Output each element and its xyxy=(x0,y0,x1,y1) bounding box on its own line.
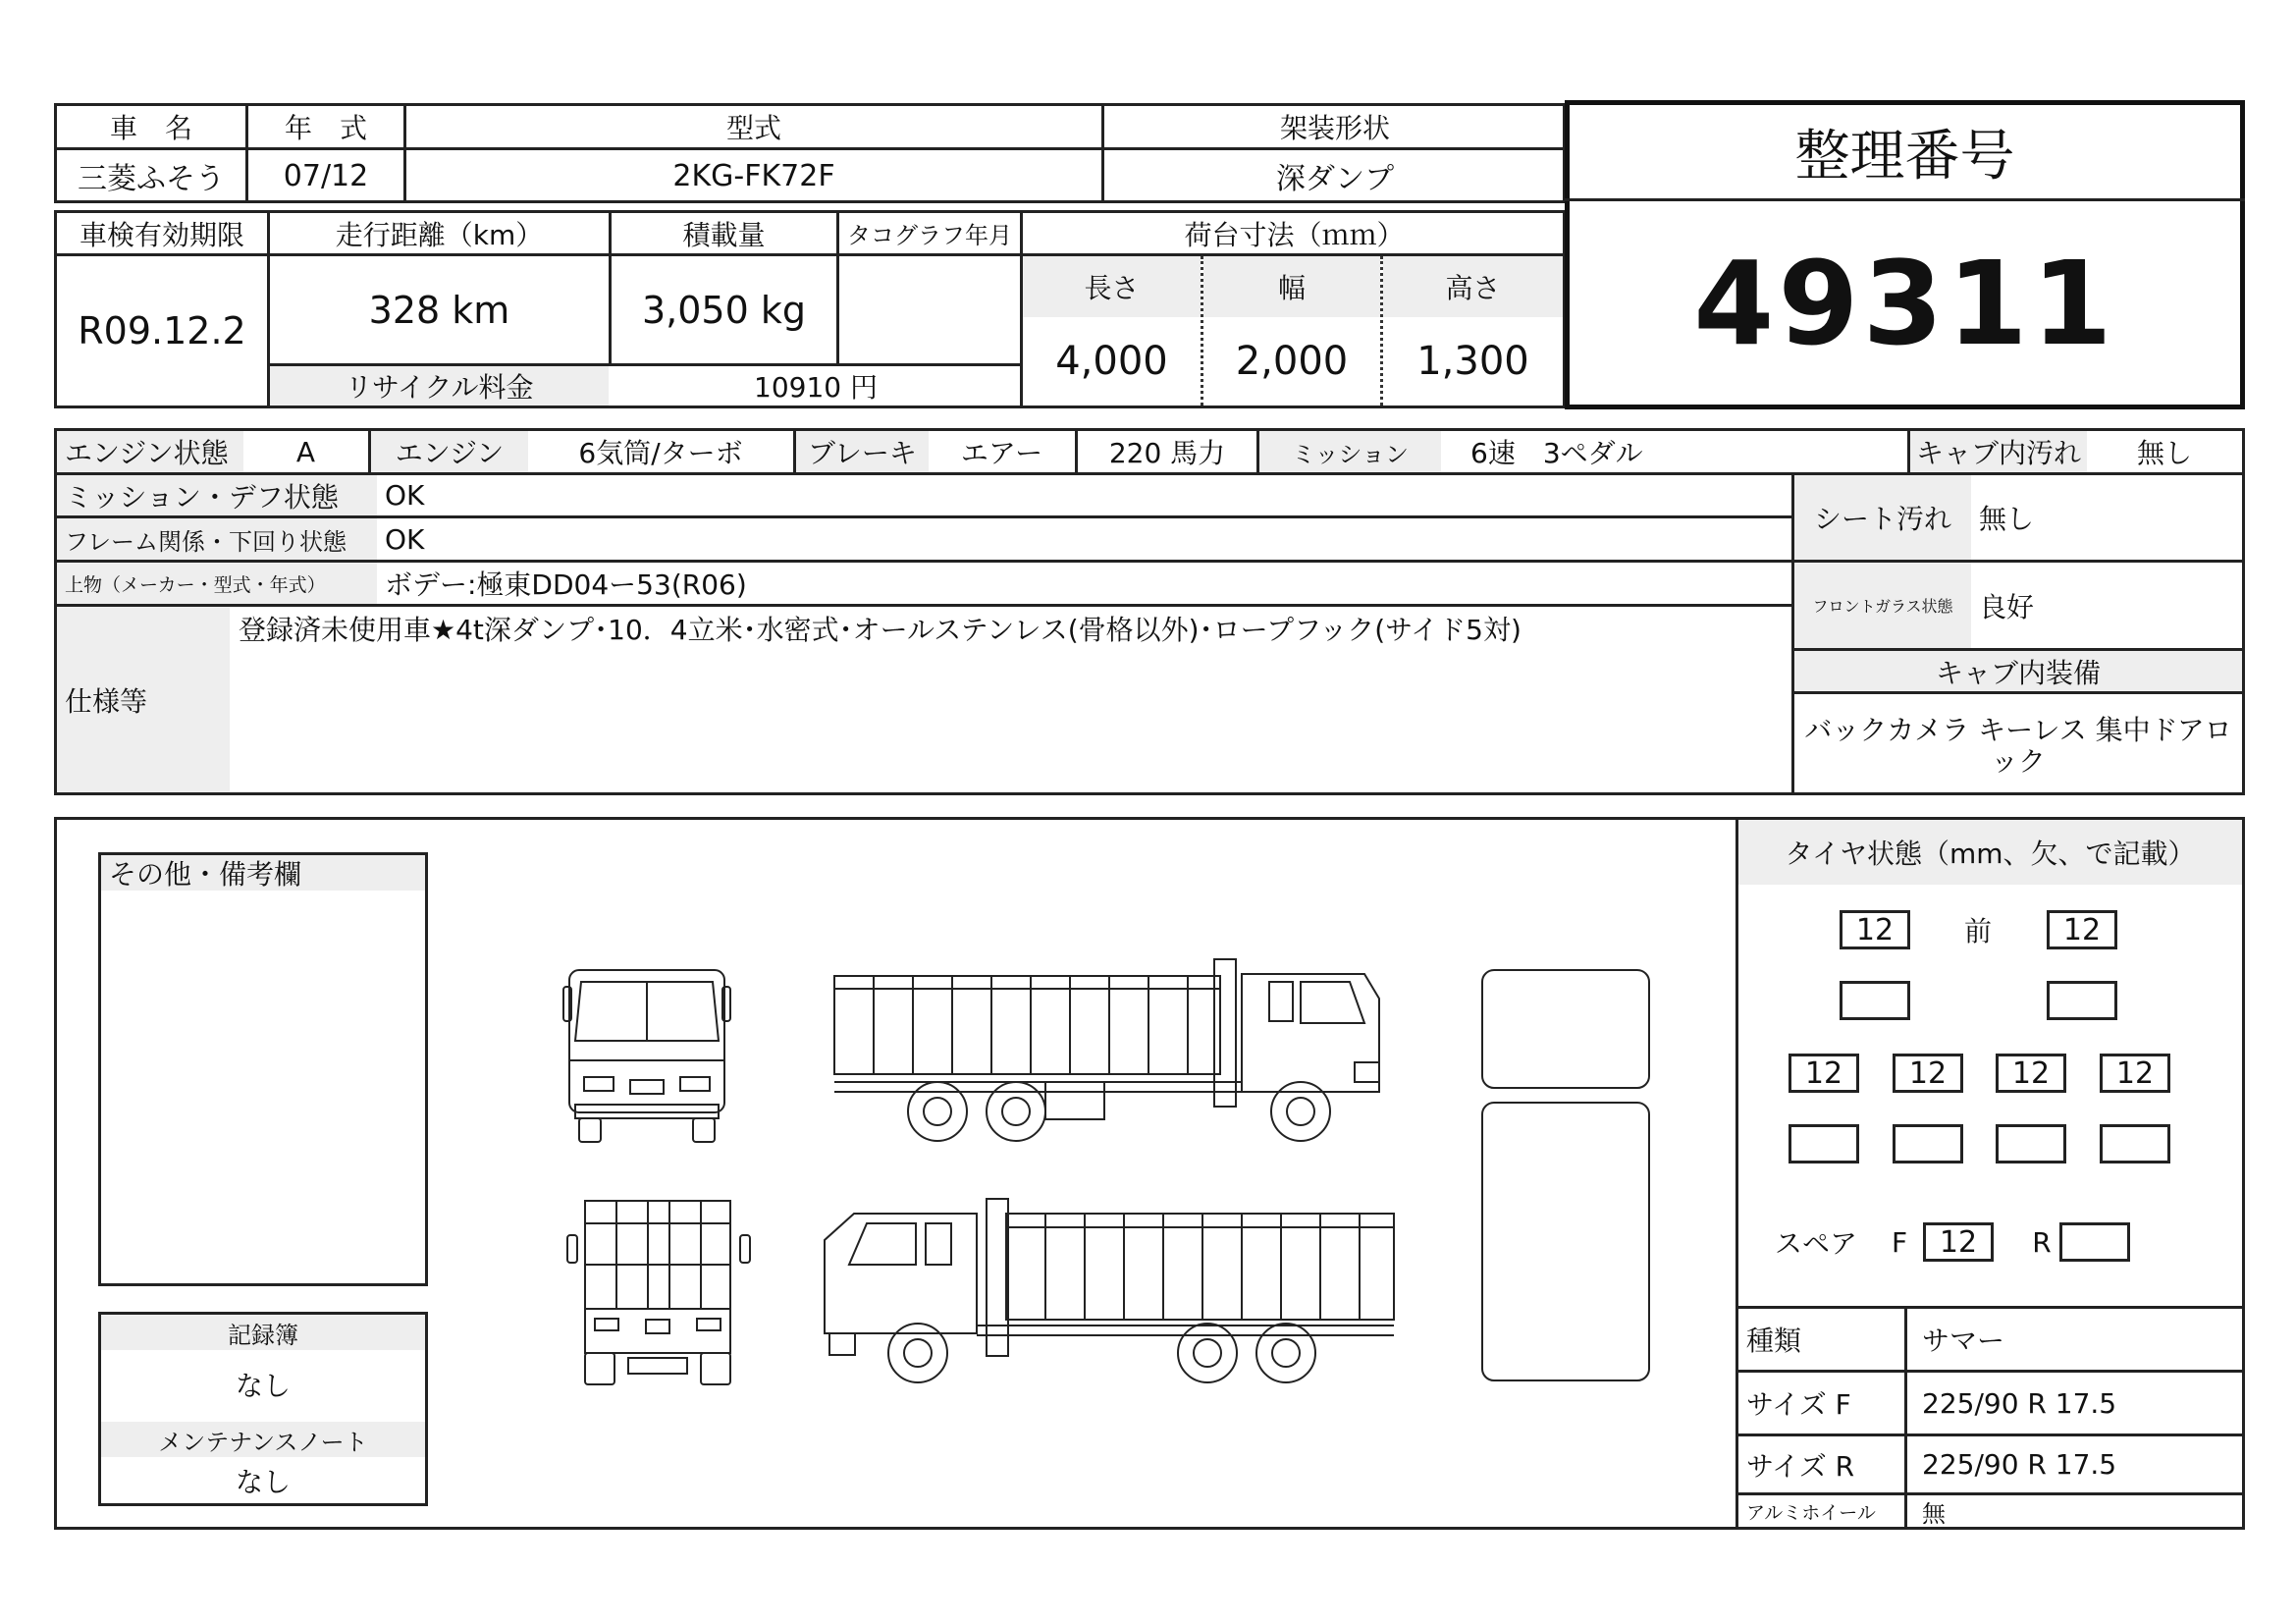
reference-number-label: 整理番号 xyxy=(1794,124,2015,189)
recycle-value: 10910 円 xyxy=(754,371,878,404)
inspection-value: R09.12.2 xyxy=(78,309,246,352)
windshield-label: フロントガラス状態 xyxy=(1794,563,1971,648)
tire-front-left-inner xyxy=(1840,981,1910,1020)
frame-label: フレーム関係・下回り状態 xyxy=(57,518,377,560)
spare-rear-label: R xyxy=(2032,1225,2052,1259)
diff-label: ミッション・デフ状態 xyxy=(57,475,377,515)
body-type-label: 架装形状 xyxy=(1279,112,1390,144)
tire-rear-2-inner xyxy=(1893,1124,1963,1163)
truck-rear-view-icon xyxy=(560,1196,756,1387)
maintenance-note-label: メンテナンスノート xyxy=(101,1422,425,1457)
car-name-label: 車 名 xyxy=(109,112,192,144)
body-label: 上物（メーカー・型式・年式） xyxy=(57,563,377,604)
mileage-label: 走行距離（km） xyxy=(335,218,544,251)
truck-front-view-icon xyxy=(550,967,746,1144)
brake-label: ブレーキ xyxy=(796,431,929,472)
truck-side-view-left-icon xyxy=(810,1196,1399,1387)
cab-equipment-line1: バックカメラ キーレス 集中ドアロ xyxy=(1804,714,2232,746)
model-label: 型式 xyxy=(725,112,781,144)
tire-front-right: 12 xyxy=(2047,910,2117,949)
tire-rear-3-inner xyxy=(1996,1124,2066,1163)
inspection-label: 車検有効期限 xyxy=(79,218,244,251)
tacho-label: タコグラフ年月 xyxy=(847,222,1012,249)
cab-dirt-value: 無し xyxy=(2136,437,2192,469)
length-label: 長さ xyxy=(1023,256,1201,317)
brake-value: エアー xyxy=(960,437,1043,469)
tacho-value xyxy=(839,256,1020,363)
tire-rear-4-inner xyxy=(2100,1124,2170,1163)
alloy-wheel-label: アルミホイール xyxy=(1746,1501,1876,1524)
engine-label: エンジン xyxy=(371,431,528,472)
height-label: 高さ xyxy=(1383,256,1563,317)
tire-rear-1: 12 xyxy=(1789,1054,1859,1093)
seat-dirt-label: シート汚れ xyxy=(1794,475,1971,560)
windshield-value: 良好 xyxy=(1979,590,2035,623)
body-value: ボデー:極東DD04ー53(R06) xyxy=(385,568,747,601)
engine-state-label: エンジン状態 xyxy=(57,431,243,472)
tire-size-rear-label: サイズ R xyxy=(1746,1449,1855,1483)
load-value: 3,050 kg xyxy=(642,288,806,332)
load-label: 積載量 xyxy=(682,218,766,251)
mileage-value: 328 km xyxy=(368,288,510,332)
engine-state-value: A xyxy=(295,435,316,468)
truck-top-view-icon xyxy=(1477,967,1654,1384)
spare-rear-tire xyxy=(2059,1222,2130,1262)
engine-value: 6気筒/ターボ xyxy=(578,437,743,469)
alloy-wheel-value: 無 xyxy=(1922,1499,1946,1528)
seat-dirt-value: 無し xyxy=(1979,503,2035,535)
record-label: 記録簿 xyxy=(101,1315,425,1350)
width-label: 幅 xyxy=(1203,256,1380,317)
power-value: 220 馬力 xyxy=(1108,437,1226,469)
mission-value: 6速 3ペダル xyxy=(1470,437,1643,469)
length-value: 4,000 xyxy=(1055,339,1168,384)
spare-label: スペア xyxy=(1774,1227,1857,1260)
mission-label: ミッション xyxy=(1259,431,1441,472)
tire-kind-value: サマー xyxy=(1922,1325,2005,1357)
divider xyxy=(1791,691,2245,694)
tire-size-front-value: 225/90 R 17.5 xyxy=(1922,1386,2117,1420)
cab-equipment-label: キャブ内装備 xyxy=(1794,651,2242,691)
car-name-value: 三菱ふそう xyxy=(78,162,225,196)
tire-front-right-inner xyxy=(2047,981,2117,1020)
diff-value: OK xyxy=(385,479,425,512)
tire-rear-2: 12 xyxy=(1893,1054,1963,1093)
model-value: 2KG-FK72F xyxy=(672,158,835,193)
remarks-box xyxy=(98,852,428,1286)
spare-front-tire: 12 xyxy=(1923,1222,1994,1262)
year-label: 年 式 xyxy=(284,112,367,144)
height-value: 1,300 xyxy=(1416,339,1529,384)
tire-condition-title: タイヤ状態（mm、欠、で記載） xyxy=(1738,820,2242,885)
spec-label: 仕様等 xyxy=(57,607,230,792)
recycle-label: リサイクル料金 xyxy=(270,366,609,406)
tire-rear-4: 12 xyxy=(2100,1054,2170,1093)
truck-side-view-right-icon xyxy=(829,954,1389,1146)
tire-rear-1-inner xyxy=(1789,1124,1859,1163)
tire-size-front-label: サイズ F xyxy=(1746,1388,1851,1421)
cargo-size-label: 荷台寸法（ｍｍ） xyxy=(1184,218,1405,251)
width-value: 2,000 xyxy=(1235,339,1349,384)
maintenance-note-value: なし xyxy=(235,1466,291,1498)
divider xyxy=(54,604,1791,607)
front-label: 前 xyxy=(1963,915,1992,947)
divider xyxy=(1904,1306,1907,1530)
cab-dirt-label: キャブ内汚れ xyxy=(1910,431,2087,472)
tire-rear-3: 12 xyxy=(1996,1054,2066,1093)
body-type-value: 深ダンプ xyxy=(1275,162,1395,196)
spare-front-label: F xyxy=(1891,1225,1908,1259)
year-value: 07/12 xyxy=(283,158,369,193)
tire-size-rear-value: 225/90 R 17.5 xyxy=(1922,1448,2117,1481)
remarks-label: その他・備考欄 xyxy=(101,855,425,891)
reference-number-value: 49311 xyxy=(1693,235,2116,371)
record-value: なし xyxy=(235,1370,291,1402)
spec-value: 登録済未使用車★4t深ダンプ･10．4立米･水密式･オールステンレス(骨格以外)･ロープフック(サイド5対) xyxy=(239,614,1522,646)
tire-kind-label: 種類 xyxy=(1746,1325,1802,1357)
tire-front-left: 12 xyxy=(1840,910,1910,949)
cab-equipment-line2: ック xyxy=(1990,745,2046,778)
frame-value: OK xyxy=(385,522,425,556)
